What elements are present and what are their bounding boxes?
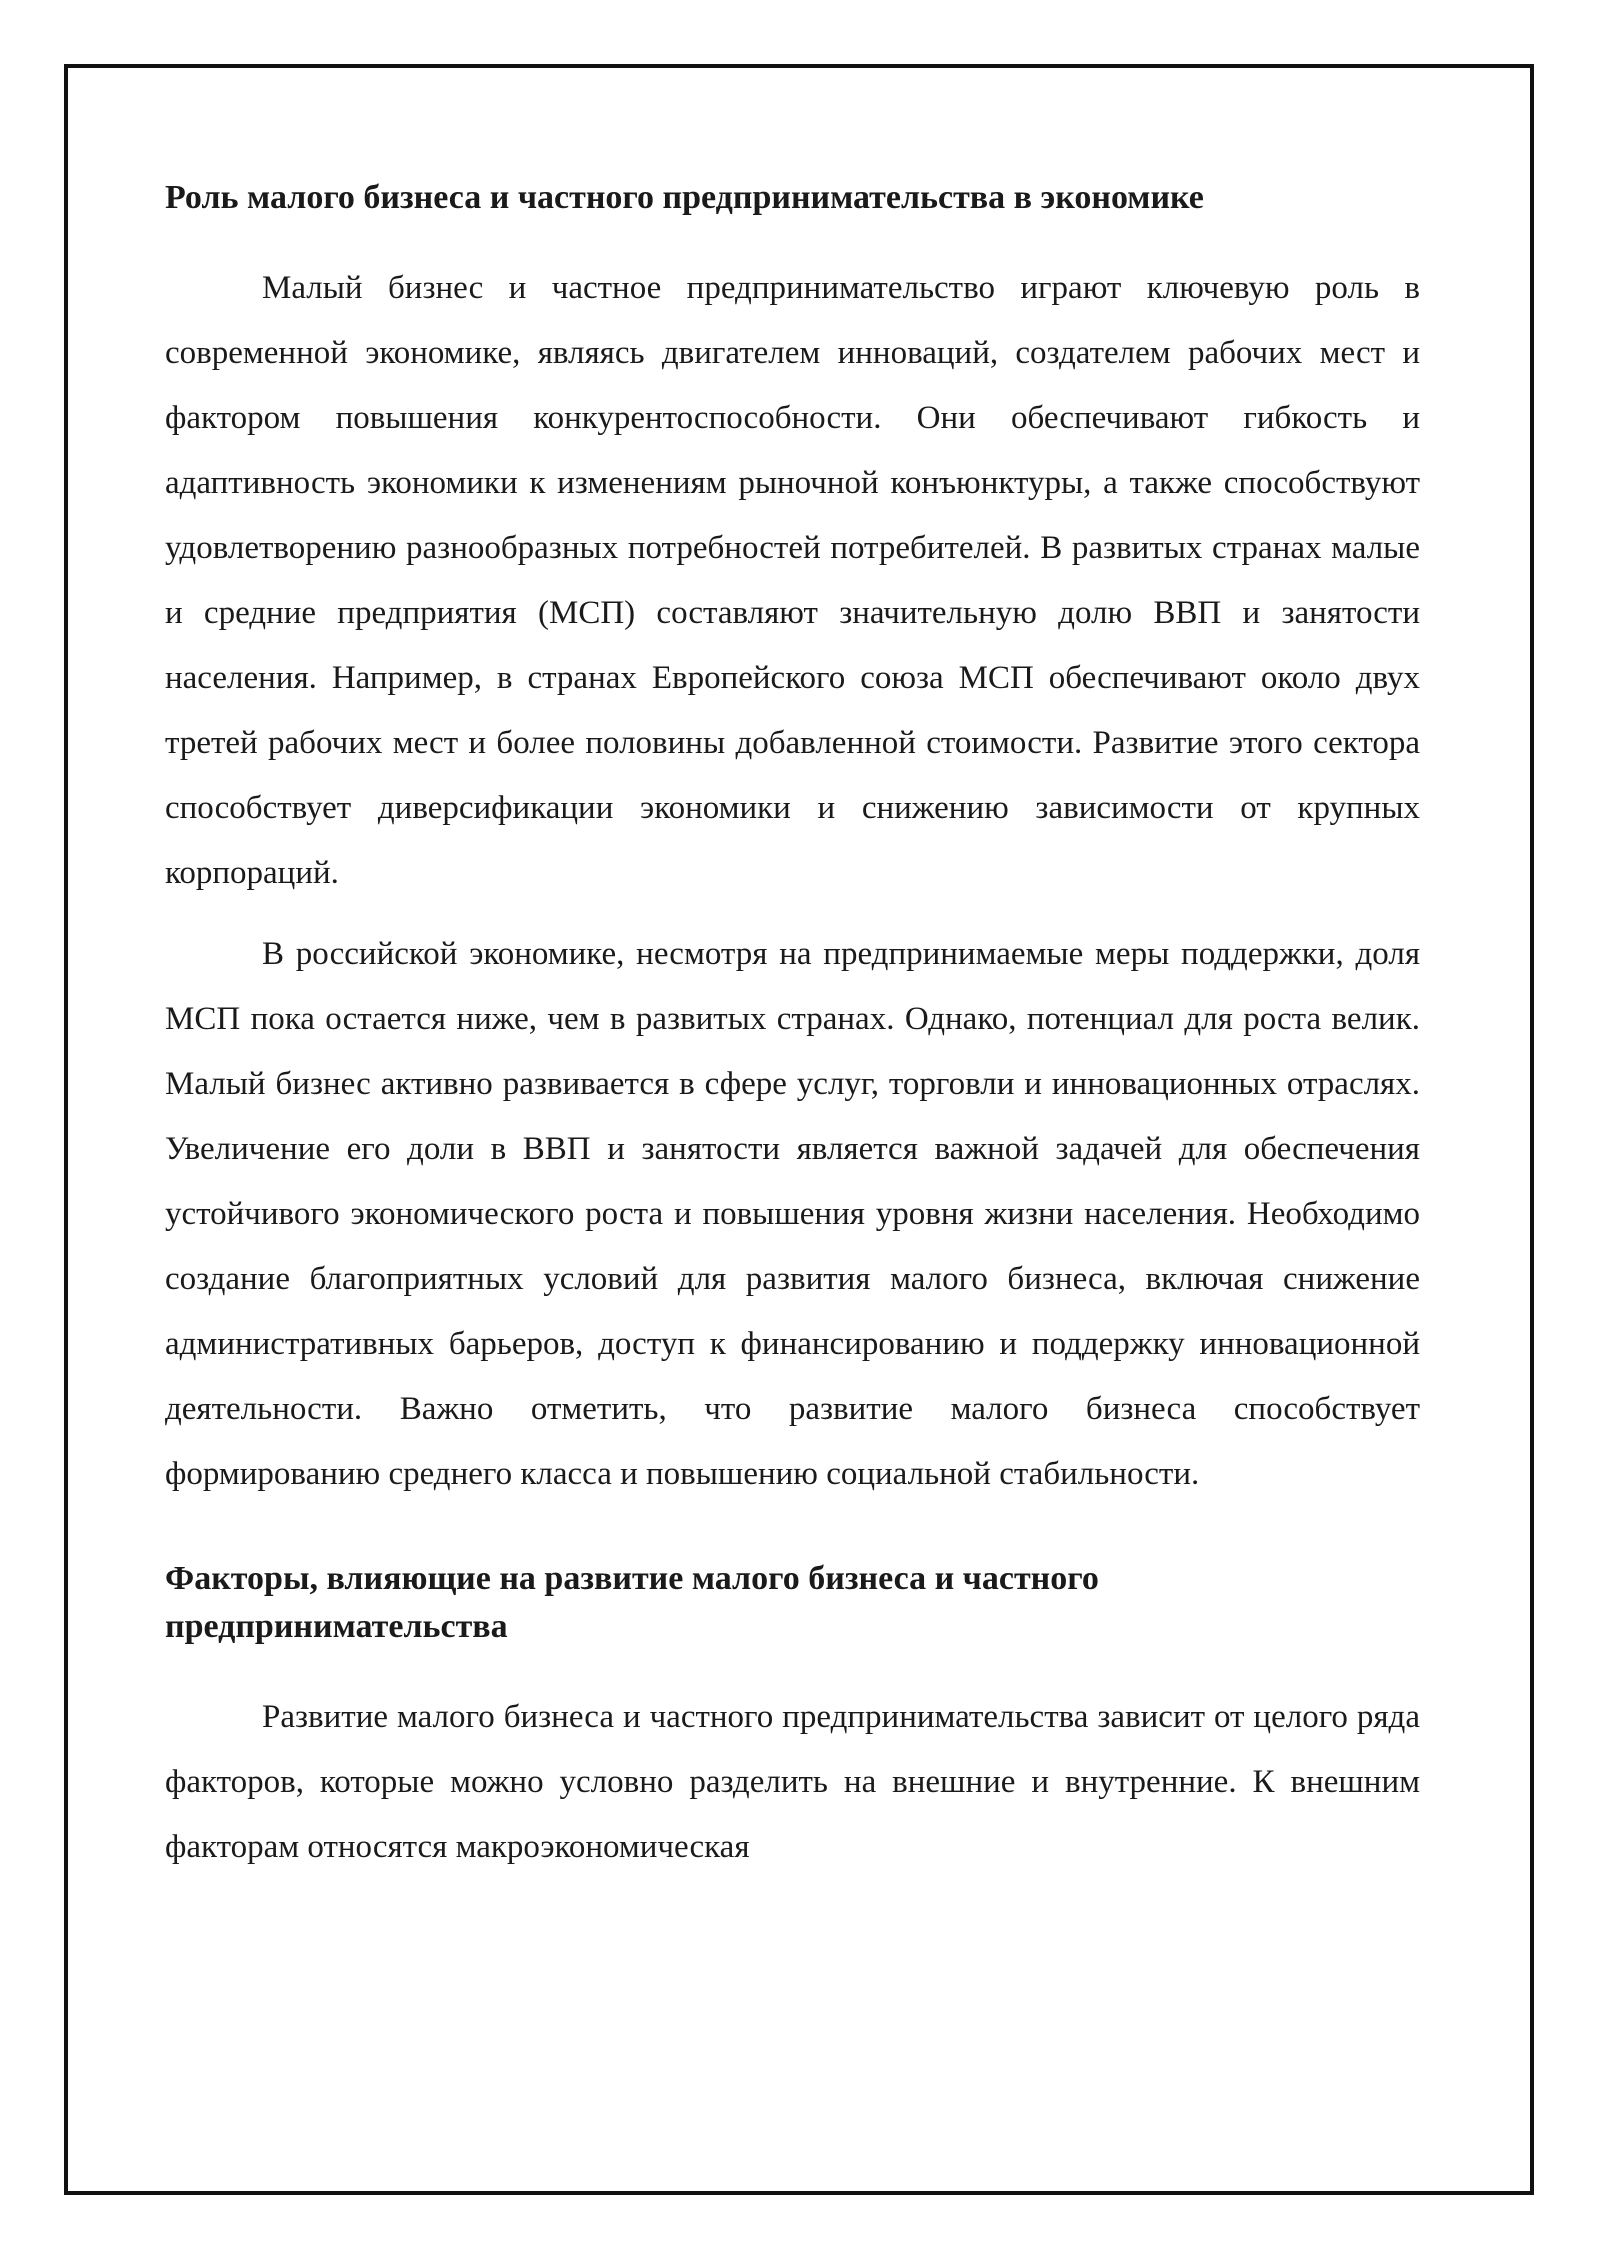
paragraph: В российской экономике, несмотря на предпринимаемые меры поддержки, доля МСП пока остается ниже, чем в развитых странах. Однако, потенциал для роста велик. Малый бизнес активно развивается в сфере услуг, торговли и инновационных отраслях. Увеличение его доли в ВВП и занятости является важной задачей для обеспечения устойчивого экономического роста и повышения уровня жизни населения. Необходимо создание благоприятных условий для развития малого бизнеса, включая снижение административных барьеров, доступ к финансированию и поддержку инновационной деятельности. Важно отметить, что развитие малого бизнеса способствует формированию среднего класса и повышению социальной стабильности. <box>165 936 1420 1492</box>
section-heading-factors: Факторы, влияющие на развитие малого бизнеса и частного предпринимательства <box>165 1560 1099 1645</box>
paragraph: Малый бизнес и частное предпринимательство играют ключевую роль в современной экономике, являясь двигателем инноваций, создателем рабочих мест и фактором повышения конкурентоспособности. Они обеспечивают гибкость и адаптивность экономики к изменениям рыночной конъюнктуры, а также способствуют удовлетворению разнообразных потребностей потребителей. В развитых странах малые и средние предприятия (МСП) составляют значительную долю ВВП и занятости населения. Например, в странах Европейского союза МСП обеспечивают около двух третей рабочих мест и более половины добавленной стоимости. Развитие этого сектора способствует диверсификации экономики и снижению зависимости от крупных корпораций. <box>165 270 1420 891</box>
document-body <box>165 174 1420 1896</box>
paragraph: Развитие малого бизнеса и частного предпринимательства зависит от целого ряда факторов, которые можно условно разделить на внешние и внутренние. К внешним факторам относятся макроэкономическая <box>165 1699 1420 1865</box>
section-heading-role: Роль малого бизнеса и частного предпринимательства в экономике <box>165 179 1204 216</box>
